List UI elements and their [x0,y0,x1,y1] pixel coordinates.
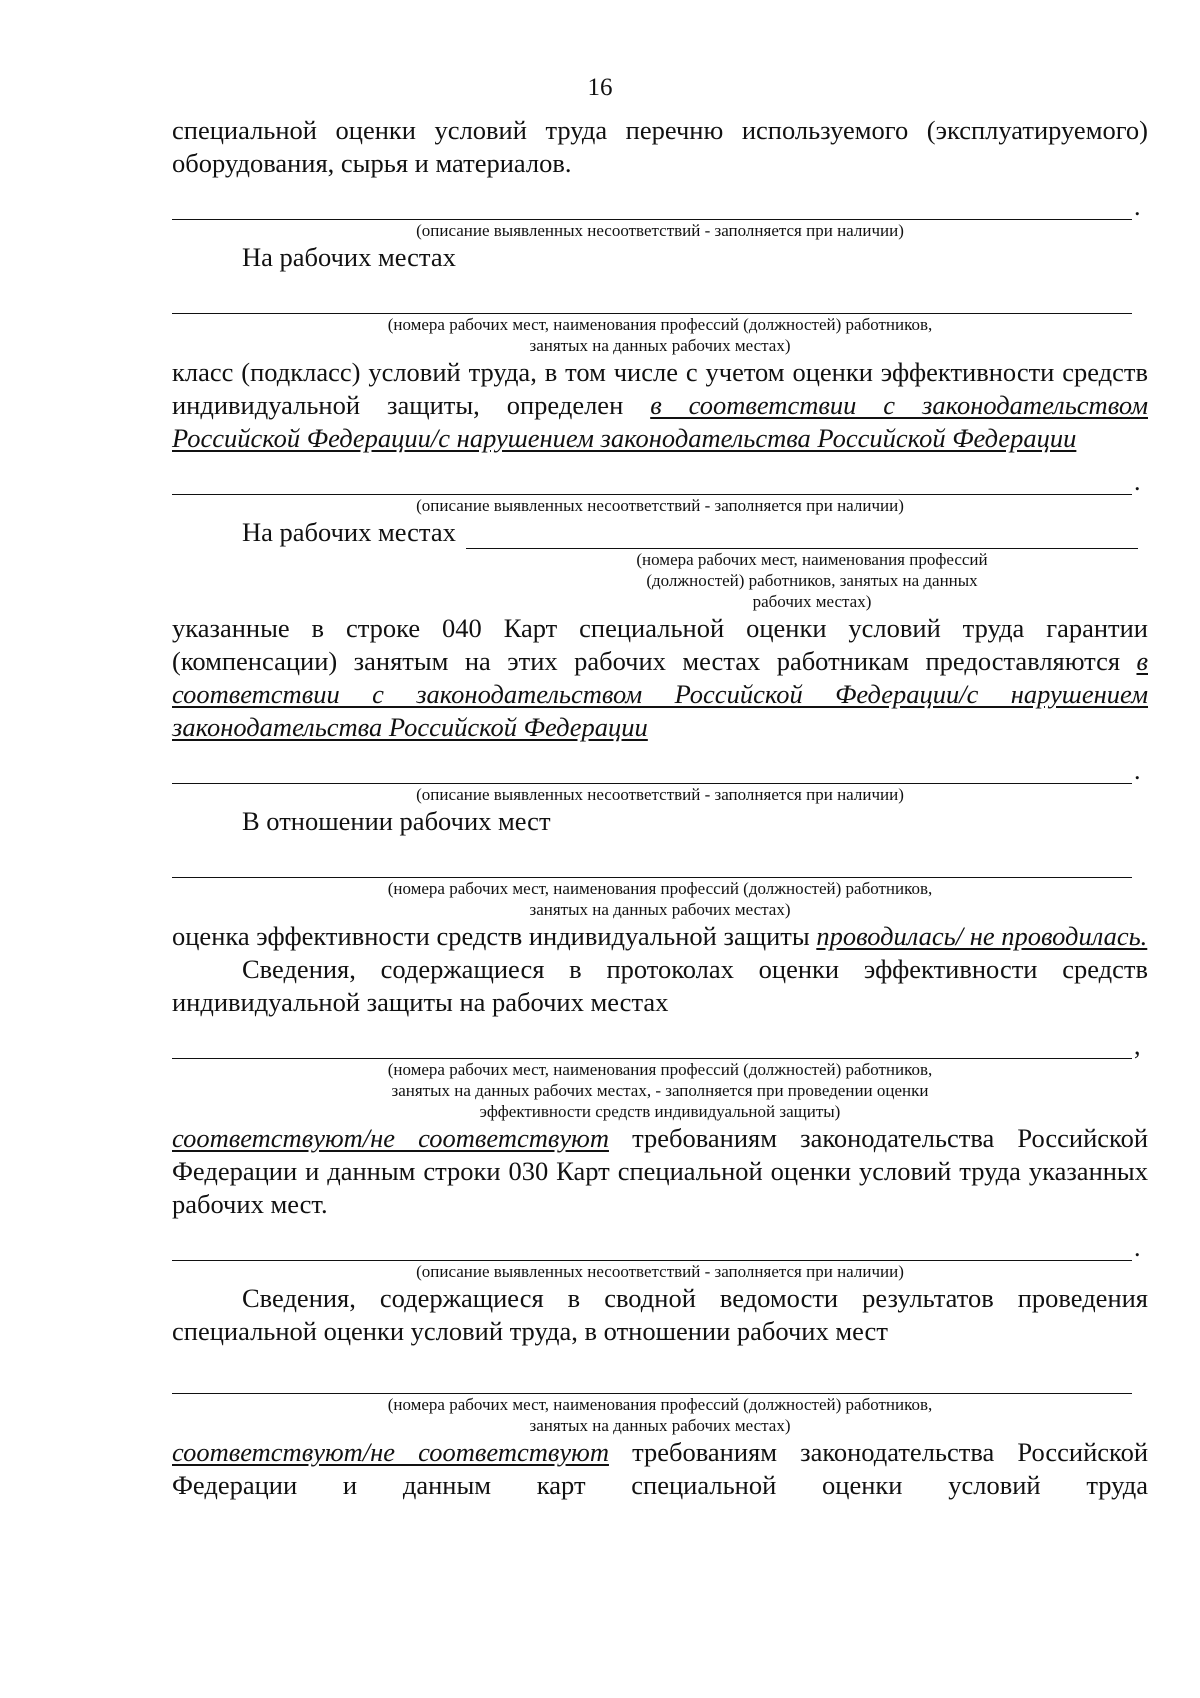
line-end-punct: . [1134,192,1141,221]
line-end-punct: . [1134,1233,1141,1262]
emphasis-compliance: соответствуют/не соответствуют [172,1123,609,1153]
caption-workplaces-line1: (номера рабочих мест, наименования профессий (должностей) работников, [387,315,933,334]
paragraph-ppe-assessment [172,920,1148,953]
emphasis-compliance: в соответствии с законодательством Российской Федерации/с нарушением законодательства Российской Федерации [172,646,1148,742]
emphasis-compliance: соответствуют/не соответствуют [172,1437,609,1467]
caption-discrepancy: (описание выявленных несоответствий - заполняется при наличии) [416,785,904,804]
caption-workplaces-line2: занятых на данных рабочих местах) [529,900,791,919]
fill-line-ppe[interactable] [172,1019,1148,1059]
blank-line[interactable] [172,289,1132,314]
blank-line[interactable] [172,1369,1132,1394]
caption-narrow-line2: (должностей) работников, занятых на данных [646,571,978,590]
paragraph-text: требованиям законодательства Российской Федерации и данным строки 030 Карт специальной оценки условий труда указанных рабочих мест. [172,1123,1148,1219]
paragraph-class-conditions [172,356,1148,455]
emphasis-compliance: в соответствии с законодательством Российской Федерации/с нарушением законодательства Российской Федерации [172,390,1148,453]
fill-line-workplaces-1[interactable] [172,274,1148,314]
blank-line[interactable] [466,522,1138,549]
line-end-punct: , [1134,1031,1141,1060]
fill-line-discrepancy-3[interactable] [172,744,1148,784]
paragraph-text: оценка эффективности средств индивидуальной защиты [172,921,817,951]
fill-line-workplaces-2[interactable] [172,838,1148,878]
paragraph-text: требованиям законодательства Российской Федерации и данным карт специальной оценки условий труда [172,1437,1148,1500]
blank-line[interactable] [172,1236,1132,1261]
document-body [172,114,1148,1502]
caption-ppe-line1: (номера рабочих мест, наименования профессий (должностей) работников, [387,1060,933,1079]
paragraph-equipment: специальной оценки условий труда перечню используемого (эксплуатируемого) оборудования, сырья и материалов. [172,115,1148,178]
page-number: 16 [587,74,613,101]
line-end-punct: . [1134,756,1141,785]
caption-discrepancy: (описание выявленных несоответствий - заполняется при наличии) [416,496,904,515]
caption-ppe-line2: занятых на данных рабочих местах, - заполняется при проведении оценки [391,1081,929,1100]
caption-workplaces-line2: занятых на данных рабочих местах) [529,1416,791,1435]
row-on-workplaces-inline [172,516,1148,549]
fill-line-discrepancy-4[interactable] [172,1221,1148,1261]
paragraph-text: класс (подкласс) условий труда, в том числе с учетом оценки эффективности средств индивидуальной защиты, определен [172,357,1148,420]
paragraph-summary-compliance [172,1436,1148,1502]
caption-narrow-line1: (номера рабочих мест, наименования профессий [636,550,988,569]
caption-discrepancy: (описание выявленных несоответствий - заполняется при наличии) [416,1262,904,1281]
paragraph-ppe-compliance [172,1122,1148,1221]
blank-line[interactable] [172,853,1132,878]
label-on-workplaces: На рабочих местах [242,517,456,547]
fill-line-workplaces-3[interactable] [172,1348,1148,1394]
emphasis-conducted: проводилась/ не проводилась. [816,921,1148,951]
label-regarding-workplaces: В отношении рабочих мест [242,806,551,836]
line-end-punct: . [1134,467,1141,496]
caption-workplaces-line1: (номера рабочих мест, наименования профессий (должностей) работников, [387,1395,933,1414]
blank-line[interactable] [172,1034,1132,1059]
caption-narrow-line3: рабочих местах) [752,592,872,611]
blank-line[interactable] [172,470,1132,495]
label-on-workplaces: На рабочих местах [242,242,456,272]
fill-line-discrepancy-1[interactable] [172,180,1148,220]
fill-line-discrepancy-2[interactable] [172,455,1148,495]
paragraph-text: указанные в строке 040 Карт специальной оценки условий труда гарантии (компенсации) занятым на этих рабочих местах работникам предоставляются [172,613,1148,676]
caption-ppe-line3: эффективности средств индивидуальной защиты) [479,1102,841,1121]
blank-line[interactable] [172,195,1132,220]
blank-line[interactable] [172,759,1132,784]
caption-workplaces-line2: занятых на данных рабочих местах) [529,336,791,355]
paragraph-ppe-protocols: Сведения, содержащиеся в протоколах оценки эффективности средств индивидуальной защиты на рабочих местах [172,954,1148,1017]
caption-workplaces-line1: (номера рабочих мест, наименования профессий (должностей) работников, [387,879,933,898]
paragraph-guarantees [172,612,1148,744]
caption-discrepancy: (описание выявленных несоответствий - заполняется при наличии) [416,221,904,240]
paragraph-summary-sheet: Сведения, содержащиеся в сводной ведомости результатов проведения специальной оценки условий труда, в отношении рабочих мест [172,1283,1148,1346]
